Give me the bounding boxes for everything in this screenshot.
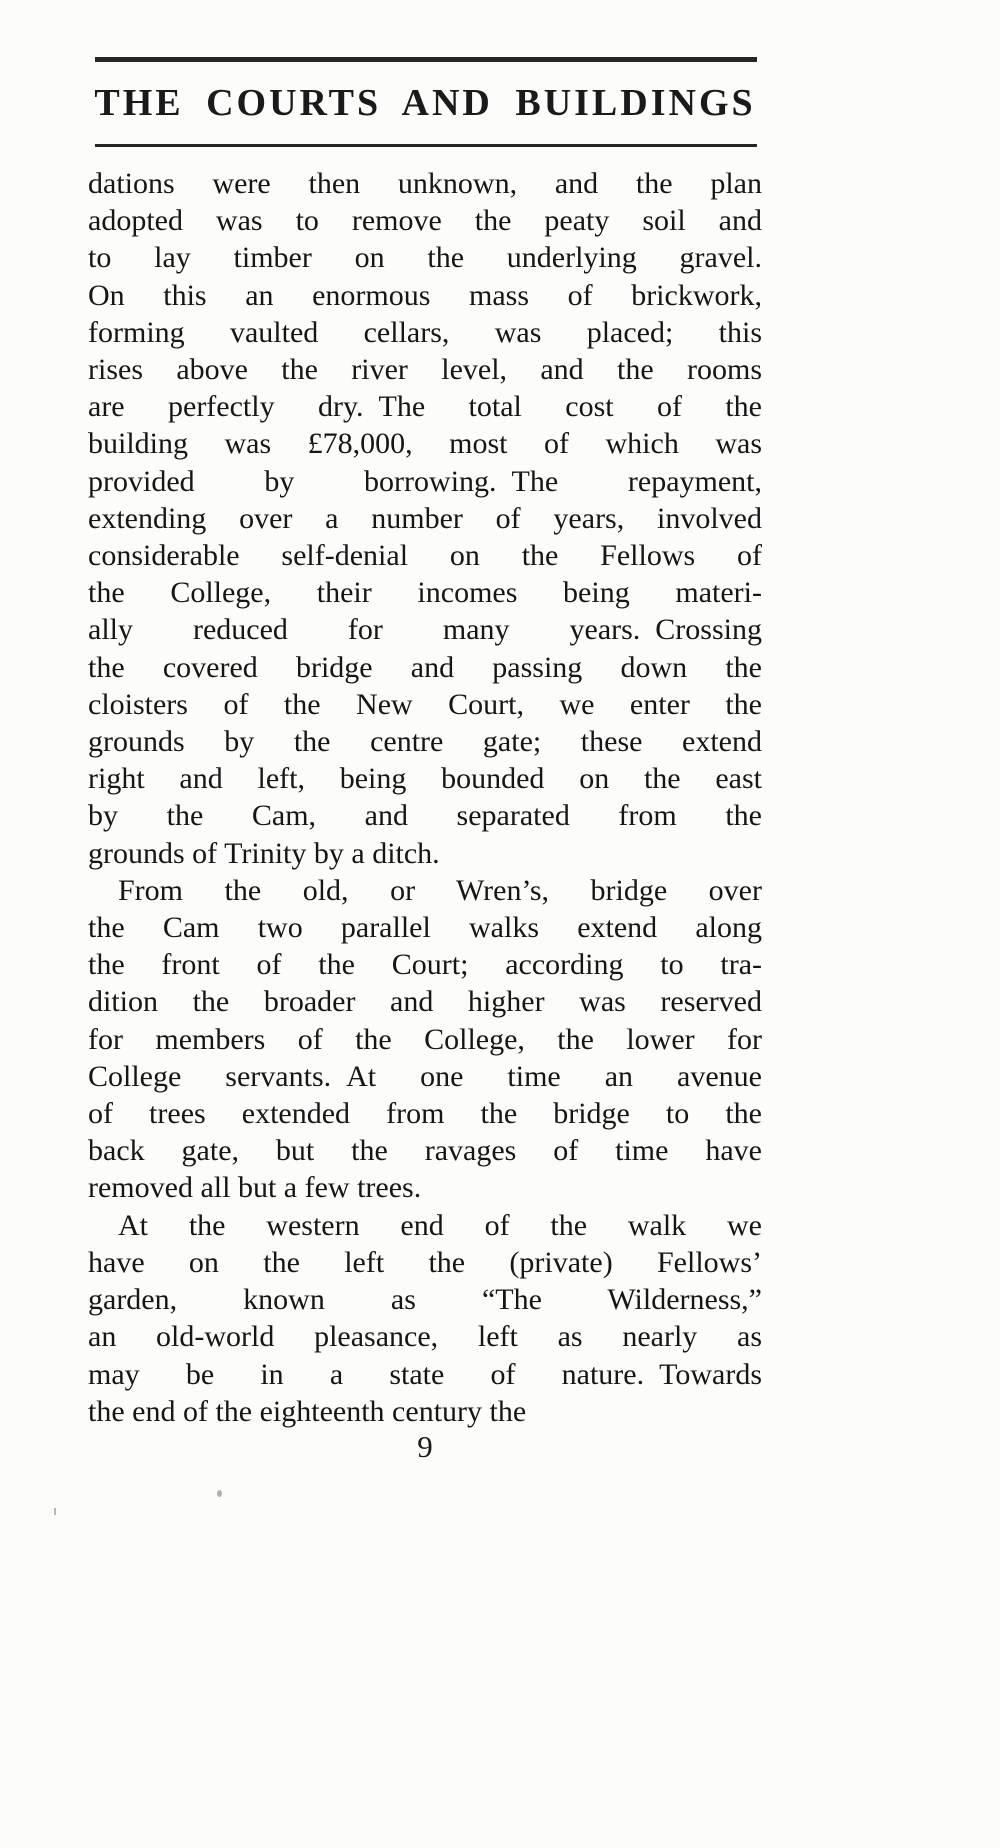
text-line: back gate, but the ravages of time have [88,1134,762,1168]
text-line: the College, their incomes being materi- [88,576,762,610]
text-line: College servants. At one time an avenue [88,1059,762,1093]
text-line: forming vaulted cellars, was placed; this [88,315,762,349]
text-line: grounds by the centre gate; these extend [88,725,762,759]
text-line: by the Cam, and separated from the [88,799,762,833]
text-line: dations were then unknown, and the plan [88,167,762,200]
text-line: to lay timber on the underlying gravel. [88,241,762,275]
text-line: the Cam two parallel walks extend along [88,911,762,945]
header-rule [95,144,757,147]
text-line: are perfectly dry. The total cost of the [88,390,762,424]
text-line: From the old, or Wren’s, bridge over [118,873,762,907]
text-line: of trees extended from the bridge to the [88,1097,762,1131]
text-line: ally reduced for many years. Crossing [88,613,762,647]
scan-edge-mark [54,1508,56,1515]
text-line: provided by borrowing. The repayment, [88,464,762,498]
text-line: have on the left the (private) Fellows’ [88,1245,762,1279]
text-line: grounds of Trinity by a ditch. [88,836,440,870]
text-line: At the western end of the walk we [118,1208,762,1242]
text-line: rises above the river level, and the rooms [88,353,762,387]
ink-speck [217,1490,222,1497]
text-line: building was £78,000, most of which was [88,427,762,461]
text-line: extending over a number of years, involved [88,501,762,535]
text-line: On this an enormous mass of brickwork, [88,278,762,312]
text-line: the covered bridge and passing down the [88,650,762,684]
text-line: may be in a state of nature. Towards [88,1357,762,1391]
text-line: dition the broader and higher was reserved [88,985,762,1019]
page-title: THE COURTS AND BUILDINGS [94,82,756,124]
text-line: right and left, being bounded on the east [88,762,762,796]
text-line: the end of the eighteenth century the [88,1394,527,1428]
text-line: adopted was to remove the peaty soil and [88,204,762,238]
text-line: for members of the College, the lower for [88,1022,762,1056]
text-line: removed all but a few trees. [88,1171,422,1205]
text-line: the front of the Court; according to tra- [88,948,762,982]
page-number: 9 [417,1429,433,1464]
text-line: cloisters of the New Court, we enter the [88,687,762,721]
text-line: considerable self-denial on the Fellows of [88,539,762,573]
text-line: garden, known as “The Wilderness,” [88,1283,762,1317]
body-text [88,165,762,1430]
text-line: an old-world pleasance, left as nearly as [88,1320,762,1354]
top-rule [95,57,757,62]
